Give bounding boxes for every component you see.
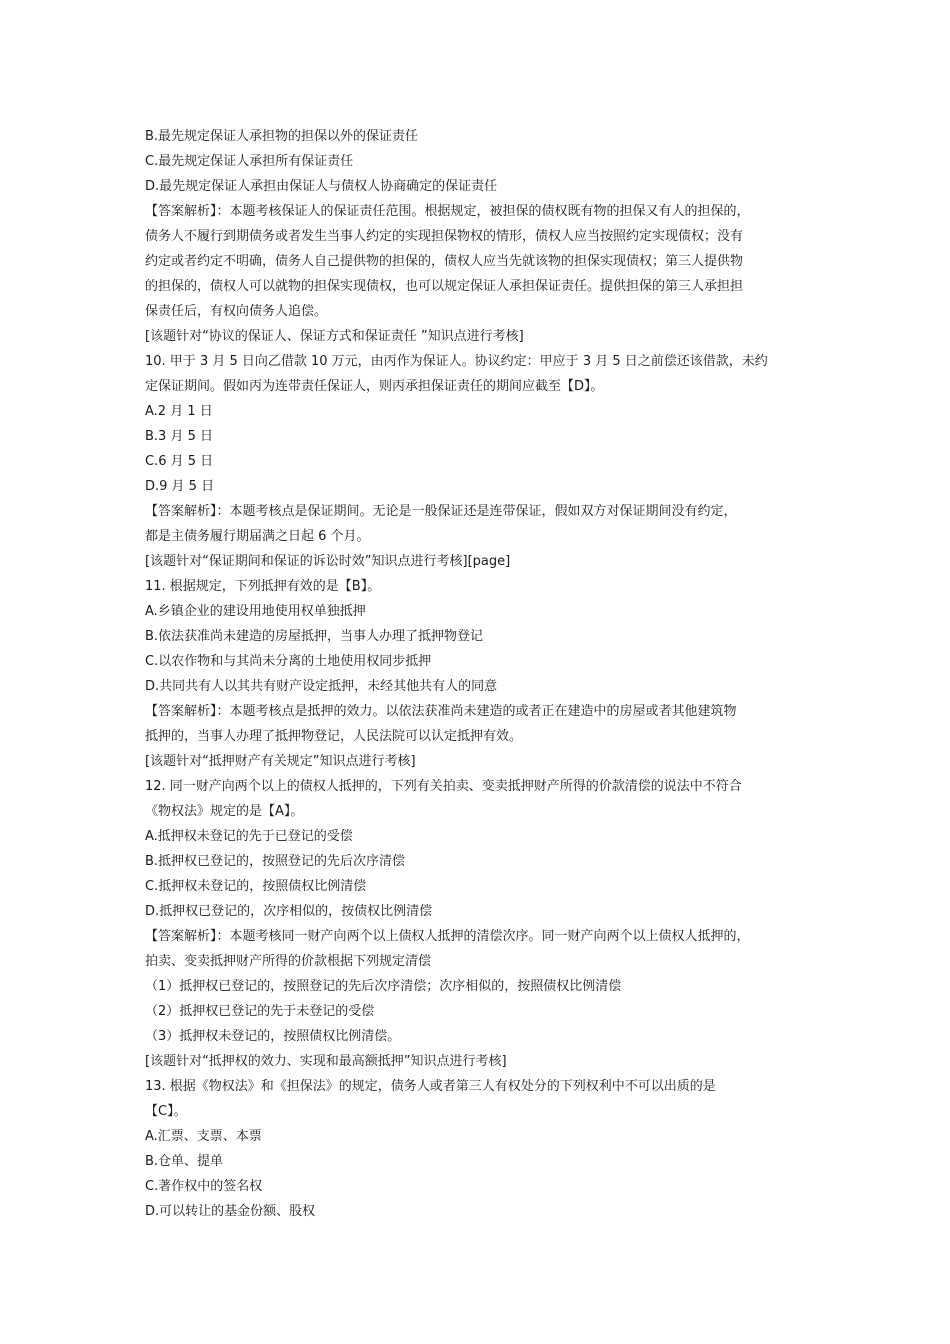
text-line: [该题针对“协议的保证人、保证方式和保证责任 ”知识点进行考核] — [145, 329, 524, 344]
text-line: 【C】。 — [145, 1104, 187, 1119]
text-line: 都是主债务履行期届满之日起 6 个月。 — [145, 529, 370, 544]
text-line: B.最先规定保证人承担物的担保以外的保证责任 — [145, 129, 419, 144]
text-line: 《物权法》规定的是【A】。 — [145, 804, 304, 819]
text-line: C.6 月 5 日 — [145, 454, 214, 469]
text-line: [该题针对“保证期间和保证的诉讼时效”知识点进行考核][page] — [145, 554, 511, 569]
text-line: 【答案解析】：本题考核同一财产向两个以上债权人抵押的清偿次序。同一财产向两个以上债权人抵押的， — [145, 929, 750, 944]
text-line: A.抵押权未登记的先于已登记的受偿 — [145, 829, 353, 844]
text-line: 13. 根据《物权法》和《担保法》的规定，债务人或者第三人有权处分的下列权利中不可以出质的是 — [145, 1079, 716, 1094]
text-line: C.著作权中的签名权 — [145, 1179, 263, 1194]
text-line: 12. 同一财产向两个以上的债权人抵押的，下列有关拍卖、变卖抵押财产所得的价款清偿的说法中不符合 — [145, 779, 742, 794]
text-line: 【答案解析】：本题考核保证人的保证责任范围。根据规定，被担保的债权既有物的担保又有人的担保的， — [145, 204, 750, 219]
text-line: 抵押的，当事人办理了抵押物登记，人民法院可以认定抵押有效。 — [145, 729, 523, 744]
text-line: D.共同共有人以其共有财产设定抵押，未经其他共有人的同意 — [145, 679, 498, 694]
text-line: D.最先规定保证人承担由保证人与债权人协商确定的保证责任 — [145, 179, 498, 194]
text-line: B.依法获准尚未建造的房屋抵押，当事人办理了抵押物登记 — [145, 629, 484, 644]
text-line: A.汇票、支票、本票 — [145, 1129, 262, 1144]
text-line: C.抵押权未登记的，按照债权比例清偿 — [145, 879, 367, 894]
text-line: [该题针对“抵押财产有关规定”知识点进行考核] — [145, 754, 416, 769]
text-line: 保责任后，有权向债务人追偿。 — [145, 304, 328, 319]
text-line: D.可以转让的基金份额、股权 — [145, 1204, 316, 1219]
document-body — [145, 124, 825, 1224]
text-line: （3）抵押权未登记的，按照债权比例清偿。 — [145, 1029, 401, 1044]
text-line: C.最先规定保证人承担所有保证责任 — [145, 154, 354, 169]
text-line: 债务人不履行到期债务或者发生当事人约定的实现担保物权的情形，债权人应当按照约定实现债权；没有 — [145, 229, 744, 244]
text-line: 的担保的，债权人可以就物的担保实现债权，也可以规定保证人承担保证责任。提供担保的第三人承担担 — [145, 279, 744, 294]
text-line: 11. 根据规定，下列抵押有效的是【B】。 — [145, 579, 381, 594]
text-line: D.抵押权已登记的，次序相似的，按债权比例清偿 — [145, 904, 433, 919]
text-line: （2）抵押权已登记的先于未登记的受偿 — [145, 1004, 375, 1019]
text-line: A.乡镇企业的建设用地使用权单独抵押 — [145, 604, 366, 619]
text-line: （1）抵押权已登记的，按照登记的先后次序清偿；次序相似的，按照债权比例清偿 — [145, 979, 622, 994]
text-line: A.2 月 1 日 — [145, 404, 213, 419]
text-line: B.3 月 5 日 — [145, 429, 213, 444]
text-line: 拍卖、变卖抵押财产所得的价款根据下列规定清偿 — [145, 954, 432, 969]
text-line: 10. 甲于 3 月 5 日向乙借款 10 万元，由丙作为保证人。协议约定：甲应于 3 月 5 日之前偿还该借款，未约 — [145, 354, 768, 369]
text-line: 定保证期间。假如丙为连带责任保证人，则丙承担保证责任的期间应截至【D】。 — [145, 379, 604, 394]
text-line: D.9 月 5 日 — [145, 479, 215, 494]
text-line: B.抵押权已登记的，按照登记的先后次序清偿 — [145, 854, 406, 869]
text-line: B.仓单、提单 — [145, 1154, 224, 1169]
text-line: 约定或者约定不明确，债务人自己提供物的担保的，债权人应当先就该物的担保实现债权；第三人提供物 — [145, 254, 744, 269]
text-line: [该题针对“抵押权的效力、实现和最高额抵押”知识点进行考核] — [145, 1054, 507, 1069]
text-line: 【答案解析】：本题考核点是抵押的效力。以依法获准尚未建造的或者正在建造中的房屋或者其他建筑物 — [145, 704, 737, 719]
text-line: C.以农作物和与其尚未分离的土地使用权同步抵押 — [145, 654, 432, 669]
text-line: 【答案解析】：本题考核点是保证期间。无论是一般保证还是连带保证，假如双方对保证期间没有约定， — [145, 504, 737, 519]
